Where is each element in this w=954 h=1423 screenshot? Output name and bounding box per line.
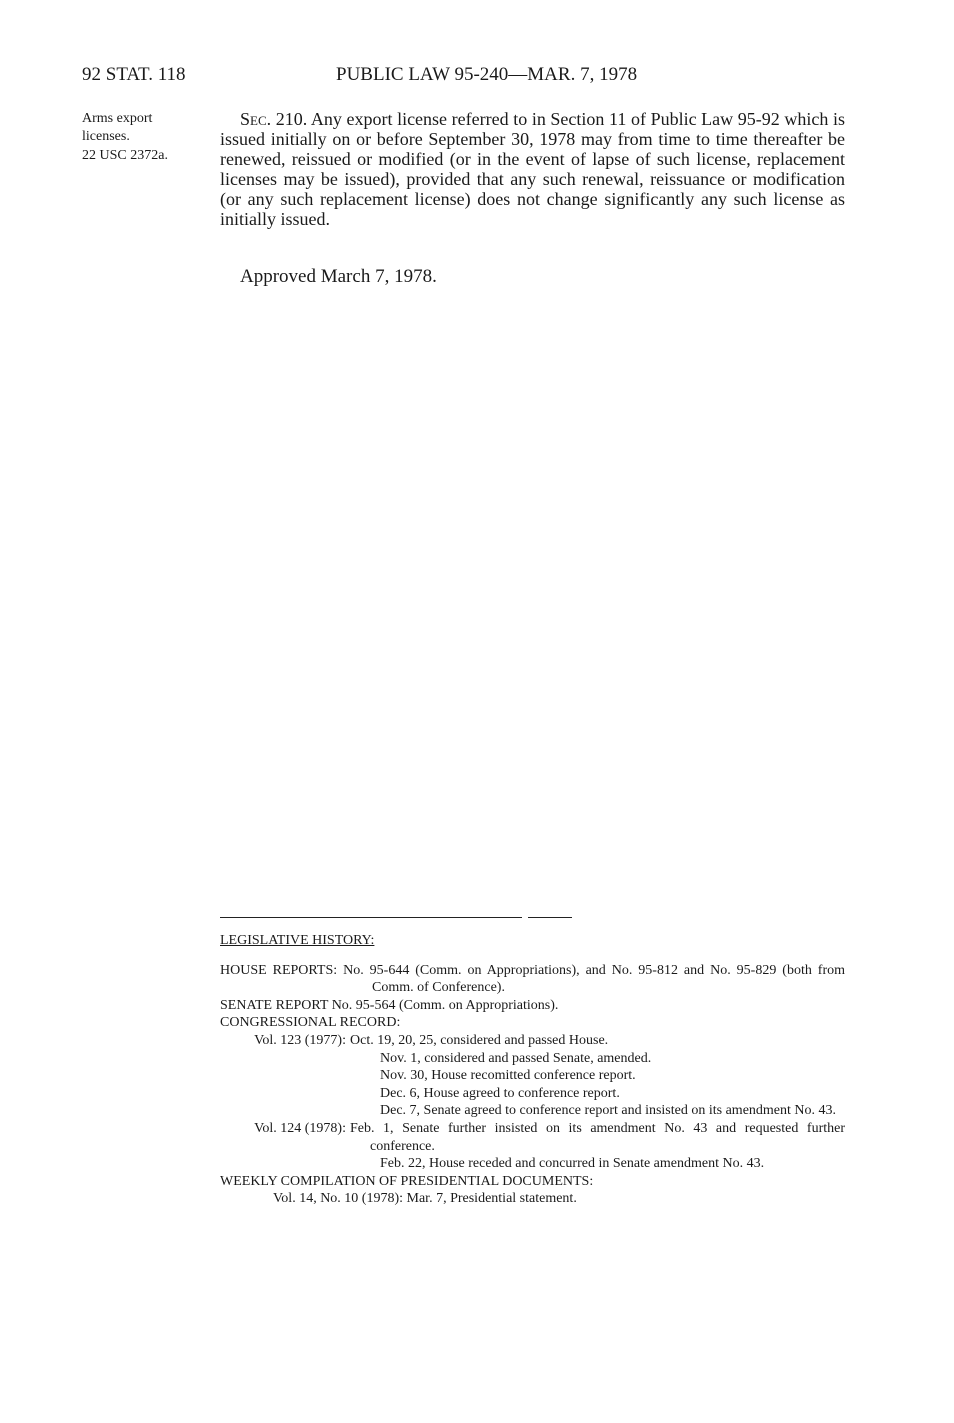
weekly-compilation-heading: WEEKLY COMPILATION OF PRESIDENTIAL DOCUMENTS: (220, 1173, 594, 1189)
approval-date: Approved March 7, 1978. (240, 266, 437, 287)
vol-123-event: Oct. 19, 20, 25, considered and passed House. (350, 1032, 609, 1048)
vol-124-event: Feb. 1, Senate further insisted on its amendment No. 43 and requested further conference. (350, 1120, 845, 1154)
vol-123-event: Dec. 7, Senate agreed to conference report and insisted on its amendment No. 43. (380, 1103, 837, 1119)
vol-123-label: Vol. 123 (1977): (254, 1032, 346, 1048)
page-stat-citation: 92 STAT. 118 (82, 64, 186, 85)
section-210-body (220, 109, 845, 229)
legislative-history (220, 932, 845, 1208)
margin-note-topic: Arms export (82, 111, 153, 126)
margin-note-usc-citation: 22 USC 2372a. (82, 148, 168, 163)
section-text: Any export license referred to in Section 11 of Public Law 95-92 which is issued initially on or before September 30, 1978 may from time to time thereafter be renewed, reissued or modified (or in the event of lapse of such license, replacement licenses may be issued), provided that any such renewal, reissuance or modification (or any such replacement license) does not change significantly any such license as initially issued. (220, 109, 845, 229)
vol-123-row (220, 1032, 845, 1050)
weekly-compilation-entry: Vol. 14, No. 10 (1978): Mar. 7, Presidential statement. (273, 1191, 577, 1207)
senate-report: SENATE REPORT No. 95-564 (Comm. on Appropriations). (220, 997, 559, 1013)
vol-124-label: Vol. 124 (1978): (254, 1120, 346, 1136)
vol-124-event: Feb. 22, House receded and concurred in Senate amendment No. 43. (380, 1156, 765, 1172)
vol-124-row (220, 1120, 845, 1155)
footnote-divider-short (528, 917, 572, 918)
footnote-divider (220, 917, 522, 918)
page-title: PUBLIC LAW 95-240—MAR. 7, 1978 (336, 64, 638, 85)
vol-123-event: Dec. 6, House agreed to conference report. (380, 1085, 620, 1101)
house-reports: HOUSE REPORTS: No. 95-644 (Comm. on Appropriations), and No. 95-812 and No. 95-829 (both from Comm. of Conference). (220, 962, 845, 996)
vol-123-event: Nov. 30, House recomitted conference report. (380, 1068, 636, 1084)
section-label: Sec. 210. (240, 109, 308, 129)
legislative-history-heading: LEGISLATIVE HISTORY: (220, 933, 375, 948)
margin-note-topic-cont: licenses. (82, 129, 130, 144)
congressional-record-heading: CONGRESSIONAL RECORD: (220, 1015, 401, 1031)
vol-123-event: Nov. 1, considered and passed Senate, amended. (380, 1050, 652, 1066)
